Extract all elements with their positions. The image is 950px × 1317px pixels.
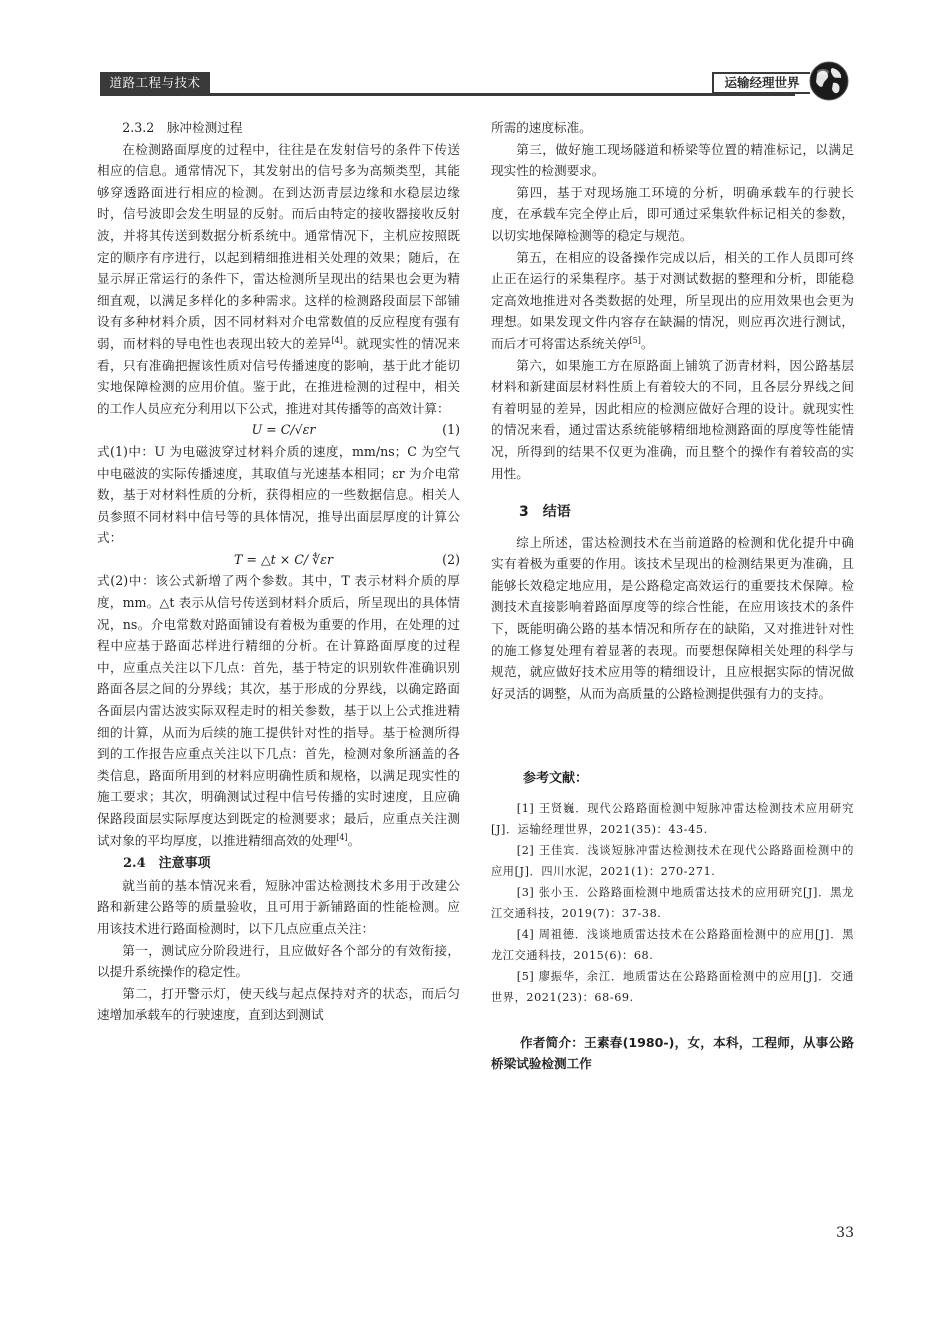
section-heading-2-4: 2.4 注意事项 bbox=[123, 856, 211, 872]
formula-number: (2) bbox=[442, 551, 460, 567]
formula-number: (1) bbox=[442, 422, 460, 438]
header-rule bbox=[100, 93, 795, 96]
citation: [4] bbox=[336, 832, 348, 842]
paragraph: 第一，测试应分阶段进行，且应做好各个部分的有效衔接，以提升系统操作的稳定性。 bbox=[97, 942, 460, 980]
reference-item: [5] 廖振华，余江．地质雷达在公路路面检测中的应用[J]．交通世界，2021(23)：68-69. bbox=[491, 970, 854, 1005]
author-bio: 作者简介：王素春(1980-)，女，本科，工程师，从事公路桥梁试验检测工作 bbox=[491, 1035, 854, 1072]
references-title: 参考文献： bbox=[523, 771, 589, 787]
reference-item: [4] 周祖德．浅谈地质雷达技术在公路路面检测中的应用[J]．黑龙江交通科技，2015(6)：68. bbox=[491, 928, 854, 963]
reference-item: [2] 王佳宾．浅谈短脉冲雷达检测技术在现代公路路面检测中的应用[J]．四川水泥，2021(1)：270-271. bbox=[491, 844, 854, 879]
journal-name: 运输经理世界 bbox=[712, 72, 810, 94]
paragraph: 在检测路面厚度的过程中，往往是在发射信号的条件下传送相应的信息。通常情况下，其发射出的信号多为高频类型，其能够穿透路面进行相应的检测。在到达沥青层边缘和水稳层边缘时，信号波即会发生明显的反射。而后由特定的接收器接收反射波，并将其传送到数据分析系统中。通常情况下，主机应按照既定的顺序有序进行，以起到精细推进相关处理的效果；随后，在显示屏正常运行的条件下，雷达检测所呈现出的结果也会更为精细直观，以满足多样化的多种需求。这样的检测路段面层下部铺设有多种材料介质，因不同材料对介电常数值的反应程度有强有弱，而材料的导电性也表现出较大的差异[4]。就现实性的情况来看，只有准确把握该性质对信号传播速度的影响，基于此才能切实地保障检测的应用价值。鉴于此，在推进检测的过程中，相关的工作人员应充分利用以下公式，推进对其传播等的高效计算： bbox=[97, 141, 461, 416]
paragraph: 综上所述，雷达检测技术在当前道路的检测和优化提升中确实有着极为重要的作用。该技术呈现出的检测结果更为准确，且能够长效稳定地应用，是公路稳定高效运行的重要技术保障。检测技术直接影响着路面厚度等的综合性能，在应用该技术的条件下，既能明确公路的基本情况和所存在的缺陷，又对推进针对性的施工修复处理有着显著的表现。而要想保障相关处理的科学与规范，就应做好技术应用等的精细设计，且应根据实际的情况做好灵活的调整，从而为高质量的公路检测提供强有力的支持。 bbox=[491, 534, 854, 701]
section-label: 道路工程与技术 bbox=[100, 72, 210, 94]
section-heading-3: 3 结语 bbox=[519, 504, 571, 521]
paragraph: 所需的速度标准。 bbox=[491, 120, 592, 135]
left-column bbox=[97, 117, 460, 1026]
page-number: 33 bbox=[836, 1225, 854, 1241]
formula-2 bbox=[97, 549, 460, 571]
formula-expression: U = C/√εr bbox=[251, 422, 316, 438]
paragraph: 式(1)中：U 为电磁波穿过材料介质的速度，mm/ns；C 为空气中电磁波的实际传播速度，其取值与光速基本相同；εr 为介电常数，基于对材料性质的分析，获得相应的一些数据信息。相关人员参照不同材料中信号等的具体情况，推导出面层厚度的计算公式： bbox=[97, 443, 460, 546]
citation: [4] bbox=[331, 335, 343, 345]
section-heading-2-3-2: 2.3.2 脉冲检测过程 bbox=[122, 120, 243, 135]
paragraph: 第四，基于对现场施工环境的分析，明确承载车的行驶长度，在承载车完全停止后，即可通过采集软件标记相关的参数，以切实地保障检测等的稳定与规范。 bbox=[491, 184, 854, 243]
globe-icon bbox=[808, 60, 850, 102]
formula-1 bbox=[97, 419, 460, 441]
paragraph: 第六，如果施工方在原路面上铺筑了沥青材料，因公路基层材料和新建面层材料性质上有着较大的不同，且各层分界线之间有着明显的差异，因此相应的检测应做好合理的设计。就现实性的情况来看，通过雷达系统能够精细地检测路面的厚度等性能情况，所得到的结果不仅更为准确，而且整个的操作有着较高的实用性。 bbox=[491, 357, 854, 481]
paragraph: 就当前的基本情况来看，短脉冲雷达检测技术多用于改建公路和新建公路等的质量验收，且可用于新铺路面的性能检测。应用该技术进行路面检测时，以下几点应重点关注： bbox=[97, 877, 460, 936]
paragraph: 第三，做好施工现场隧道和桥梁等位置的精准标记，以满足现实性的检测要求。 bbox=[491, 141, 854, 179]
paragraph: 第二，打开警示灯，使天线与起点保持对齐的状态，而后匀速增加承载车的行驶速度，直到达到测试 bbox=[97, 985, 460, 1023]
paragraph: 式(2)中：该公式新增了两个参数。其中，T 表示材料介质的厚度，mm。△t 表示从信号传送到材料介质后，所呈现出的具体情况，ns。介电常数对路面铺设有着极为重要的作用，在处理的过程中应基于路面芯样进行精细的分析。在计算路面厚度的过程中，应重点关注以下几点：首先，基于特定的识别软件准确识别路面各层之间的分界线；其次，基于形成的分界线，以确定路面各面层内雷达波实际双程走时的相关参数，基于以上公式推进精细的计算，从而为后续的施工提供针对性的指导。基于检测所得到的工作报告应重点关注以下几点：首先，检测对象所涵盖的各类信息，路面所用到的材料应明确性质和规格，以满足现实性的施工要求；其次，明确测试过程中信号传播的实时速度，且应确保路段面层实际厚度达到既定的检测要求；最后，应重点关注测试对象的平均厚度，以推进精细高效的处理[4]。 bbox=[97, 573, 460, 848]
paragraph: 第五，在相应的设备操作完成以后，相关的工作人员即可终止正在运行的采集程序。基于对测试数据的整理和分析，即能稳定高效地推进对各类数据的处理，所呈现出的应用效果也会更为理想。如果发现文件内容存在缺漏的情况，则应再次进行测试，而后才可将雷达系统关停[5]。 bbox=[491, 249, 854, 351]
reference-item: [1] 王贤巍．现代公路路面检测中短脉冲雷达检测技术应用研究[J]．运输经理世界，2021(35)：43-45. bbox=[491, 802, 854, 837]
reference-item: [3] 张小玉．公路路面检测中地质雷达技术的应用研究[J]．黑龙江交通科技，2019(7)：37-38. bbox=[491, 886, 854, 921]
right-column bbox=[491, 117, 854, 1074]
citation: [5] bbox=[629, 335, 641, 345]
formula-expression: T = △t × C/ ∜εr bbox=[234, 551, 333, 567]
